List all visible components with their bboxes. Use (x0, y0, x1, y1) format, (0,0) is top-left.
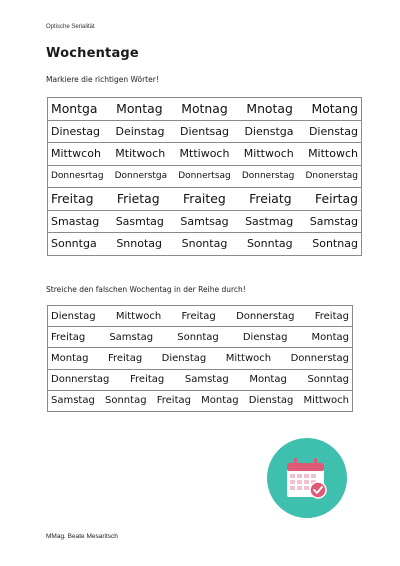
word-row (48, 348, 353, 369)
word-row-cell (48, 369, 353, 390)
instruction-mark-correct: Markiere die richtigen Wörter! (46, 75, 159, 84)
word-option[interactable]: Montga (51, 101, 98, 117)
word-option[interactable]: Montag (311, 331, 349, 343)
word-row (48, 120, 362, 143)
word-option[interactable]: Motang (311, 101, 358, 117)
word-option[interactable]: Feirtag (315, 191, 358, 207)
word-option[interactable]: Donnesrtag (51, 171, 104, 182)
word-option[interactable]: Dienstag (308, 124, 358, 138)
word-row (48, 210, 362, 233)
word-option[interactable]: Freitag (130, 374, 165, 386)
word-row-cell (48, 188, 362, 211)
word-option[interactable]: Montag (201, 395, 239, 407)
word-row (48, 165, 362, 188)
word-option[interactable]: Motnag (181, 101, 228, 117)
word-option[interactable]: Montag (116, 101, 163, 117)
word-option[interactable]: Samtsag (180, 214, 229, 228)
word-option[interactable]: Mittwoch (243, 147, 294, 161)
word-row-cell (48, 210, 362, 233)
word-option[interactable]: Freitag (51, 191, 94, 207)
word-option[interactable]: Snnotag (116, 237, 163, 251)
word-option[interactable]: Mnotag (246, 101, 293, 117)
word-row (48, 306, 353, 327)
word-option[interactable]: Mttiwoch (179, 147, 230, 161)
word-option[interactable]: Sonntag (105, 395, 147, 407)
word-option[interactable]: Fraiteg (183, 191, 226, 207)
calendar-check-icon (267, 438, 347, 518)
word-option[interactable]: Dienstag (242, 331, 288, 343)
word-row-cell (48, 143, 362, 166)
word-row-cell (48, 98, 362, 121)
page-title: Wochentage (46, 46, 139, 61)
word-option[interactable]: Dinestag (51, 124, 101, 138)
word-row-cell (48, 348, 353, 369)
page-footer: MMag. Beate Mesaritsch (46, 533, 118, 540)
word-option[interactable]: Dienstag (161, 352, 207, 364)
word-option[interactable]: Mittowch (308, 147, 358, 161)
word-option[interactable]: Dienstga (244, 124, 294, 138)
word-option[interactable]: Montag (51, 352, 89, 364)
word-row (48, 327, 353, 348)
word-option[interactable]: Deinstag (115, 124, 165, 138)
word-row (48, 233, 362, 256)
word-option[interactable]: Freitag (181, 310, 216, 322)
word-option[interactable]: Donnerstag (290, 352, 349, 364)
word-option[interactable]: Freitag (51, 331, 86, 343)
word-option[interactable]: Samstag (109, 331, 154, 343)
word-row-cell (48, 306, 353, 327)
word-option[interactable]: Sonntag (307, 374, 349, 386)
word-option[interactable]: Donnerstag (236, 310, 295, 322)
word-row (48, 143, 362, 166)
word-row-cell (48, 233, 362, 256)
word-option[interactable]: Frietag (116, 191, 160, 207)
word-option[interactable]: Dienstag (248, 395, 294, 407)
page-header: Optische Serialität (46, 24, 95, 30)
word-option[interactable]: Mittwoch (303, 395, 349, 407)
word-option[interactable]: Mittwcoh (51, 147, 101, 161)
word-option[interactable]: Donnerstga (114, 171, 168, 182)
word-option[interactable]: Samstag (184, 374, 229, 386)
word-option[interactable]: Smastag (51, 214, 100, 228)
word-option[interactable]: Sonntag (177, 331, 219, 343)
word-option[interactable]: Dienstag (51, 310, 96, 322)
word-option[interactable]: Mittwoch (225, 352, 272, 364)
word-option[interactable]: Mittwoch (115, 310, 162, 322)
word-option[interactable]: Freitag (156, 395, 191, 407)
instruction-cross-out: Streiche den falschen Wochentag in der Reihe durch! (46, 285, 246, 294)
word-option[interactable]: Dnonerstag (305, 171, 358, 182)
word-row (48, 369, 353, 390)
word-option[interactable]: Sastmag (245, 214, 294, 228)
word-option[interactable]: Sontnag (312, 237, 358, 251)
word-row-cell (48, 165, 362, 188)
word-option[interactable]: Dientsag (179, 124, 230, 138)
word-option[interactable]: Freitag (314, 310, 349, 322)
word-grid-cross-out (47, 305, 353, 412)
word-option[interactable]: Samstag (309, 214, 358, 228)
word-grid-mark-correct (47, 97, 362, 256)
word-row (48, 98, 362, 121)
word-option[interactable]: Snontag (181, 237, 228, 251)
word-option[interactable]: Montag (249, 374, 287, 386)
word-option[interactable]: Mtitwoch (115, 147, 166, 161)
word-option[interactable]: Sonntga (51, 237, 97, 251)
word-row-cell (48, 120, 362, 143)
word-row (48, 390, 353, 411)
calendar-icon-badge (267, 438, 347, 518)
word-option[interactable]: Sonntag (246, 237, 293, 251)
word-option[interactable]: Freitag (107, 352, 143, 364)
word-row-cell (48, 327, 353, 348)
word-row-cell (48, 390, 353, 411)
word-option[interactable]: Freiatg (249, 191, 292, 207)
word-option[interactable]: Donnerstag (51, 374, 110, 386)
word-option[interactable]: Sasmtag (115, 214, 164, 228)
word-option[interactable]: Donnertsag (178, 171, 231, 182)
word-row (48, 188, 362, 211)
word-option[interactable]: Donnerstag (241, 171, 295, 182)
word-option[interactable]: Samstag (51, 395, 95, 407)
